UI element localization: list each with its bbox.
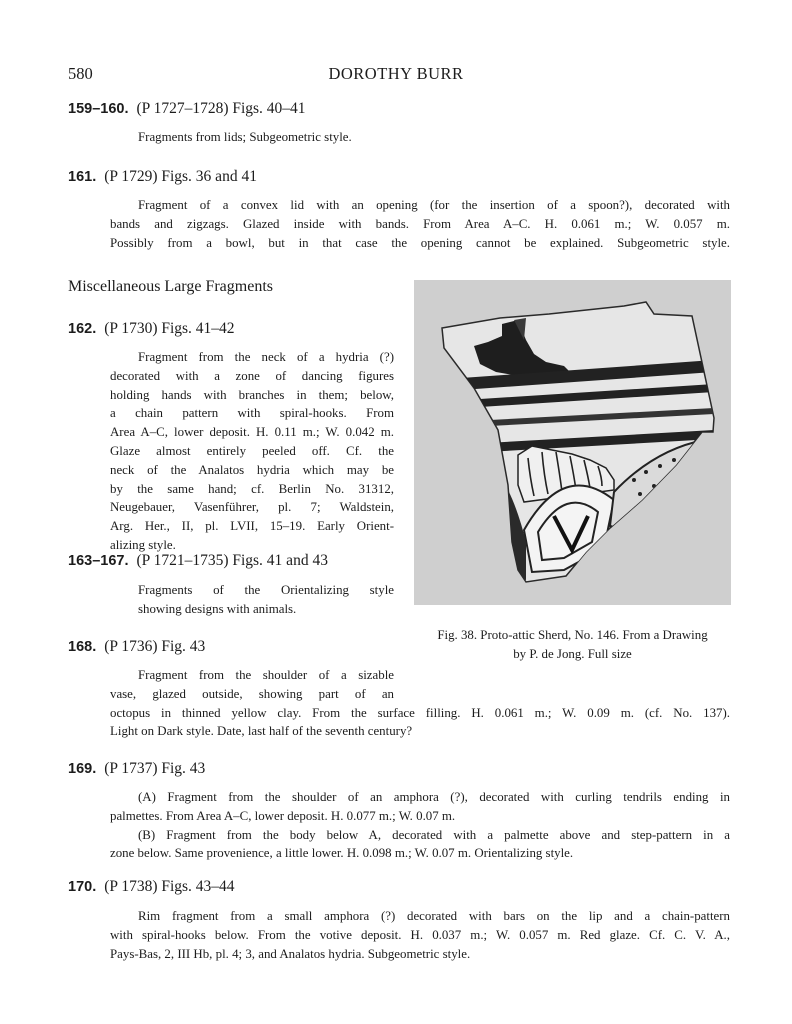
running-title: DOROTHY BURR [328,64,464,83]
entry-169-text [110,788,730,863]
entry-162-heading [68,320,235,338]
page-number: 580 [68,64,93,83]
figure-sherd-drawing [414,280,731,605]
text-line: Fragment from the neck of a hydria (?) [138,350,394,364]
text-line: Neugebauer, Vasenführer, pl. 7; Waldstein, [110,500,394,515]
entry-170-text [110,907,730,963]
entry-number: 170. [68,879,97,895]
entry-161-text [110,196,730,252]
entry-number: 162. [68,321,97,337]
text-line: by the same hand; cf. Berlin No. 31312, [110,481,394,496]
figure-caption [414,626,731,664]
text-line: showing designs with animals. [138,601,297,616]
text-line: with spiral-hooks below. From the votive deposit. H. 0.037 m.; W. 0.057 m. Red glaze. Cf. C. V. A., [110,927,730,942]
text-line: Fragment from the shoulder of a sizable [138,668,394,682]
entry-159-160-heading [68,100,306,118]
text-line: Rim fragment from a small amphora (?) decorated with bars on the lip and a chain-pattern [138,909,730,923]
text-line: Light on Dark style. Date, last half of the seventh century? [110,724,413,739]
text-line: Arg. Her., II, pl. LVII, 15–19. Early Orient- [110,519,394,534]
text-line: Glaze almost entirely peeled off. Cf. the [110,443,394,458]
entry-number: 159–160. [68,101,129,117]
entry-168-text [110,666,730,741]
entry-reference: (P 1737) Fig. 43 [104,760,206,777]
entry-reference: (P 1729) Figs. 36 and 41 [104,168,257,185]
text-line: holding hands with branches in them; below, [110,387,394,402]
text-line: palmettes. From Area A–C, lower deposit. H. 0.077 m.; W. 0.07 m. [110,808,456,823]
entry-reference: (P 1730) Figs. 41–42 [104,320,235,337]
entry-163-167-text [110,581,394,619]
entry-number: 169. [68,761,97,777]
entry-reference: (P 1727–1728) Figs. 40–41 [136,100,306,117]
text-line: vase, glazed outside, showing part of an [110,686,394,701]
entry-163-167-heading [68,552,328,570]
entry-168-heading [68,638,205,656]
text-line: Fragments of the Orientalizing style [138,583,394,597]
entry-162-text [110,348,394,555]
caption-line: by P. de Jong. Full size [513,646,632,661]
text-line: (B) Fragment from the body below A, decorated with a palmette above and step-pattern in a [138,827,730,842]
entry-reference: (P 1736) Fig. 43 [104,638,206,655]
text-line: Pays-Bas, 2, III Hb, pl. 4; 3, and Analatos hydria. Subgeometric style. [110,946,471,961]
text-line: Area A–C, lower deposit. H. 0.11 m.; W. 0.042 m. [110,425,394,440]
caption-line: Fig. 38. Proto-attic Sherd, No. 146. From a Drawing [437,628,708,642]
entry-161-heading [68,168,257,186]
entry-number: 163–167. [68,553,129,569]
sherd-illustration [414,280,731,605]
entry-reference: (P 1721–1735) Figs. 41 and 43 [136,552,328,569]
entry-170-heading [68,878,235,896]
text-line: a chain pattern with spiral-hooks. From [110,406,394,421]
entry-number: 168. [68,639,97,655]
text-line: neck of the Analatos hydria which may be [110,462,394,477]
text-line: alizing style. [110,537,176,552]
text-line: Fragment of a convex lid with an opening (for the insertion of a spoon?), decorated with [138,198,730,212]
text-line: (A) Fragment from the shoulder of an amphora (?), decorated with curling tendrils ending in [138,790,730,804]
text-line: zone below. Same provenience, a little lower. H. 0.098 m.; W. 0.07 m. Orientalizing style. [110,846,574,861]
text-line: decorated with a zone of dancing figures [110,368,394,383]
entry-159-160-text: Fragments from lids; Subgeometric style. [138,130,352,144]
entry-number: 161. [68,169,97,185]
text-line: bands and zigzags. Glazed inside with bands. From Area A–C. H. 0.061 m.; W. 0.057 m. [110,216,730,231]
section-title: Miscellaneous Large Fragments [68,278,273,295]
entry-reference: (P 1738) Figs. 43–44 [104,878,235,895]
text-line: Possibly from a bowl, but in that case the opening cannot be explained. Subgeometric style. [110,235,730,250]
text-line: octopus in thinned yellow clay. From the surface filling. H. 0.061 m.; W. 0.09 m. (cf. No. 137). [110,705,730,720]
entry-169-heading [68,760,205,778]
